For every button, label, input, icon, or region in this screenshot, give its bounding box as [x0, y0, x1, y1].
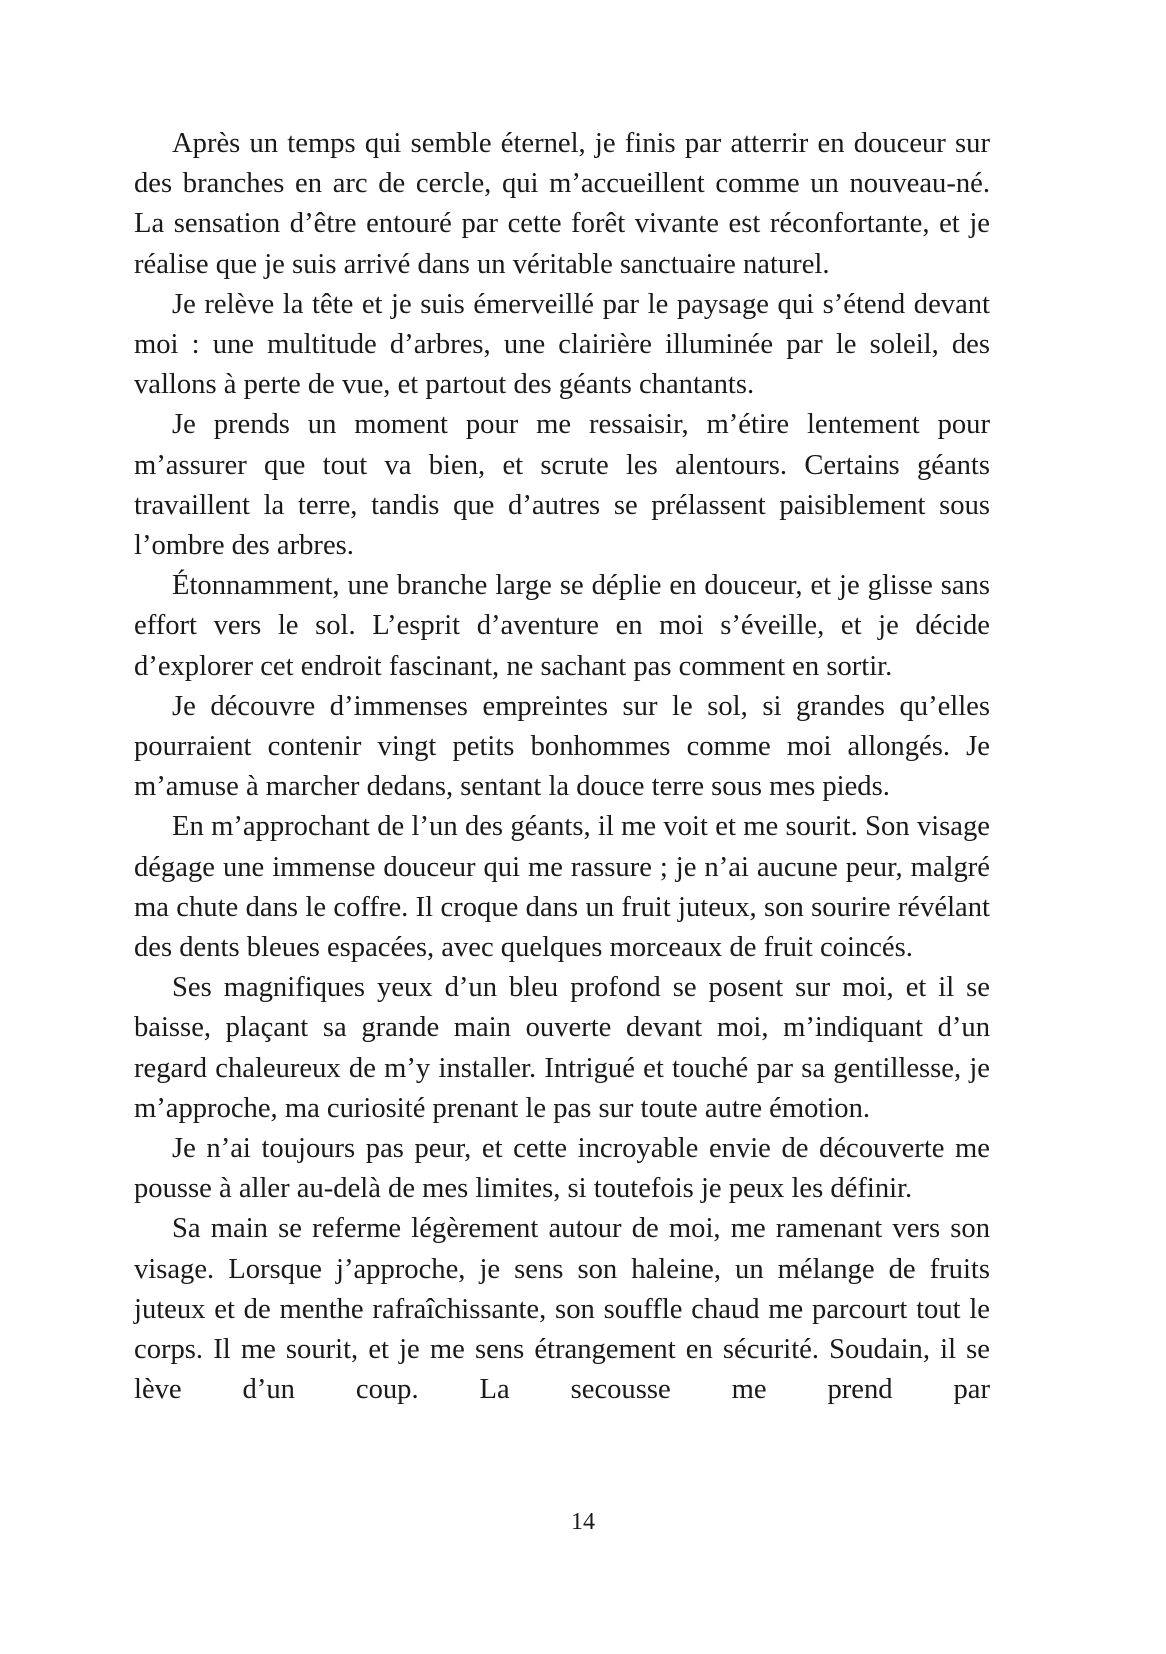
paragraph-3: Je prends un moment pour me ressaisir, m’étire lentement pour m’assurer que tout va bien, et scrute les alentours. Certains géants travaillent la terre, tandis que d’autres se prélassent paisiblement sous l’ombre des arbres.	[134, 409, 990, 562]
paragraph-5: Je découvre d’immenses empreintes sur le sol, si grandes qu’elles pourraient contenir vingt petits bonhommes comme moi allongés. Je m’amuse à marcher dedans, sentant la douce terre sous mes pieds.	[134, 690, 990, 803]
page-number: 14	[571, 1509, 595, 1535]
paragraph-9: Sa main se referme légèrement autour de moi, me ramenant vers son visage. Lorsque j’approche, je sens son haleine, un mélange de fruits juteux et de menthe rafraîchissante, son souffle chaud me parcourt tout le corps. Il me sourit, et je me sens étrangement en sécurité. Soudain, il se lève d’un coup. La secousse me prend par	[134, 1213, 990, 1406]
paragraph-7: Ses magnifiques yeux d’un bleu profond se posent sur moi, et il se baisse, plaçant sa grande main ouverte devant moi, m’indiquant d’un regard chaleureux de m’y installer. Intrigué et touché par sa gentillesse, je m’approche, ma curiosité prenant le pas sur toute autre émotion.	[134, 972, 990, 1124]
body-text	[134, 124, 990, 1411]
paragraph-8: Je n’ai toujours pas peur, et cette incroyable envie de découverte me pousse à aller au-delà de mes limites, si toutefois je peux les définir.	[134, 1133, 990, 1205]
paragraph-4: Étonnamment, une branche large se déplie en douceur, et je glisse sans effort vers le sol. L’esprit d’aventure en moi s’éveille, et je décide d’explorer cet endroit fascinant, ne sachant pas comment en sortir.	[134, 570, 990, 682]
paragraph-1: Après un temps qui semble éternel, je finis par atterrir en douceur sur des branches en arc de cercle, qui m’accueillent comme un nouveau-né. La sensation d’être entouré par cette forêt vivante est réconfortante, et je réalise que je suis arrivé dans un véritable sanctuaire naturel.	[134, 128, 990, 280]
paragraph-2: Je relève la tête et je suis émerveillé par le paysage qui s’étend devant moi : une multitude d’arbres, une clairière illuminée par le soleil, des vallons à perte de vue, et partout des géants chantants.	[134, 288, 990, 401]
paragraph-6: En m’approchant de l’un des géants, il me voit et me sourit. Son visage dégage une immense douceur qui me rassure ; je n’ai aucune peur, malgré ma chute dans le coffre. Il croque dans un fruit juteux, son sourire révélant des dents bleues espacées, avec quelques morceaux de fruit coincés.	[134, 811, 990, 964]
